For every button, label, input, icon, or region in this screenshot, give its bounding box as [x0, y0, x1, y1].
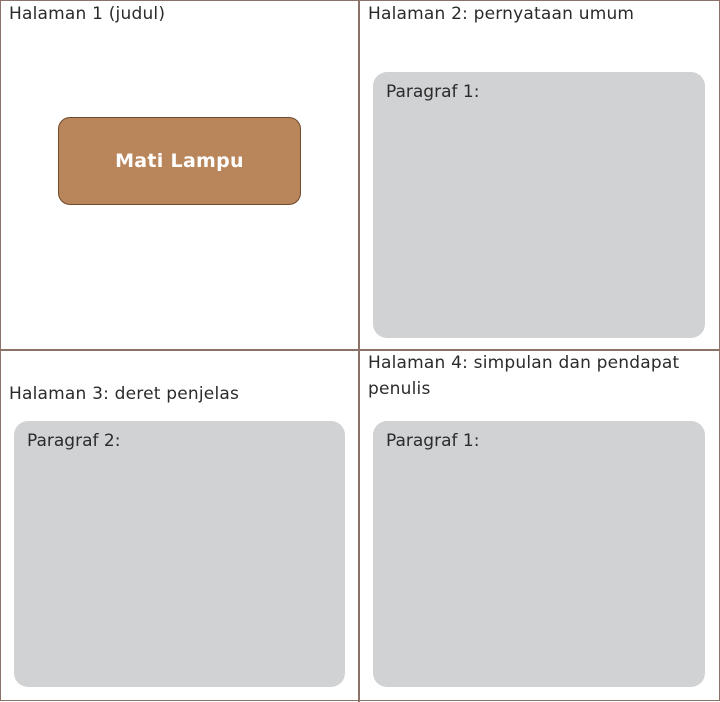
- story-title: Mati Lampu: [115, 150, 244, 172]
- title-box: [58, 117, 301, 205]
- panel-2-heading: Halaman 2: pernyataan umum: [368, 4, 635, 24]
- paragraph-box-panel-4[interactable]: [373, 421, 705, 687]
- panel-3-heading: Halaman 3: deret penjelas: [9, 384, 240, 404]
- grid-vertical-divider: [358, 0, 360, 702]
- paragraph-label: Paragraf 1:: [386, 82, 480, 102]
- paragraph-box-panel-2[interactable]: [373, 72, 705, 338]
- panel-4-heading-line-2: penulis: [368, 379, 431, 399]
- panel-1-heading: Halaman 1 (judul): [9, 4, 166, 24]
- paragraph-label: Paragraf 1:: [386, 431, 480, 451]
- paragraph-label: Paragraf 2:: [27, 431, 121, 451]
- paragraph-box-panel-3[interactable]: [14, 421, 345, 687]
- panel-4-heading-line-1: Halaman 4: simpulan dan pendapat: [368, 353, 680, 373]
